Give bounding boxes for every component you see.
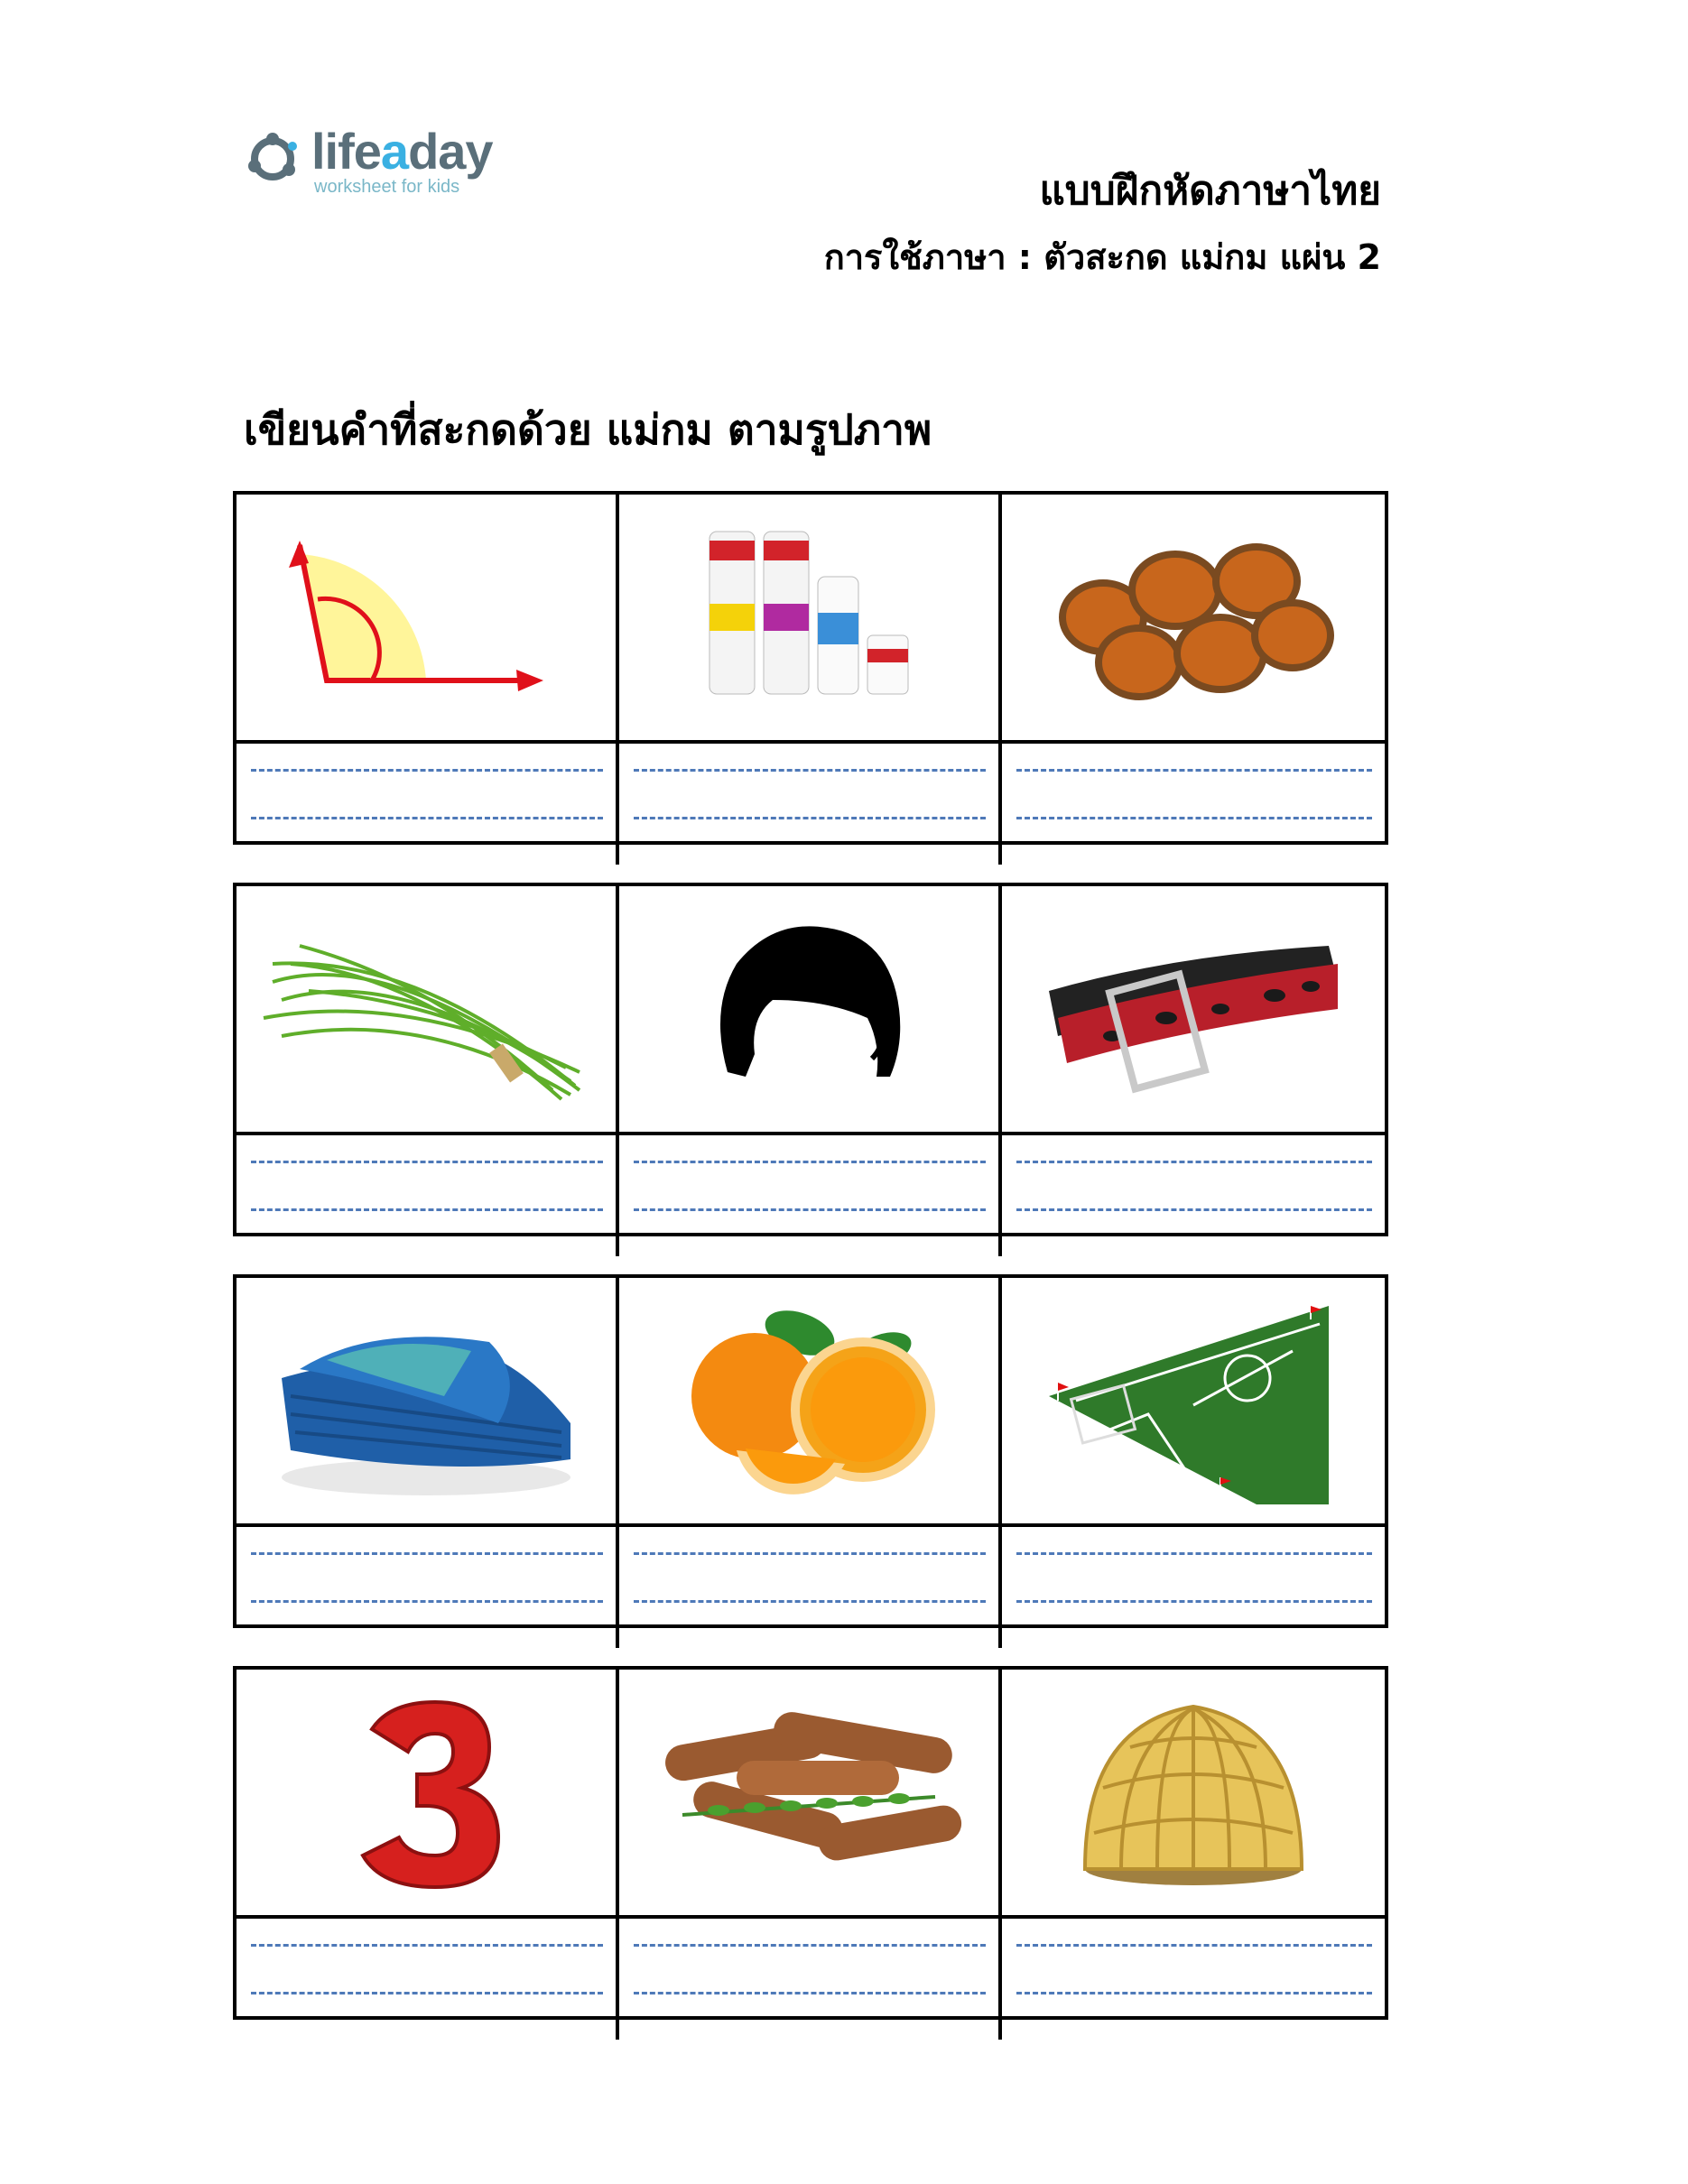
logo-tagline: worksheet for kids — [314, 177, 460, 197]
writing-area[interactable] — [619, 1919, 1002, 2040]
writing-line — [1016, 769, 1372, 772]
writing-line — [1016, 1208, 1372, 1211]
writing-area[interactable] — [237, 1135, 619, 1256]
writing-line — [1016, 1600, 1372, 1603]
writing-area[interactable] — [1002, 744, 1385, 865]
writing-area[interactable] — [619, 1527, 1002, 1648]
writing-line — [634, 1600, 986, 1603]
writing-line — [634, 1944, 986, 1947]
writing-line — [251, 1944, 603, 1947]
writing-line — [634, 1552, 986, 1555]
tamarind-pods-icon — [637, 1689, 980, 1896]
writing-line — [251, 1992, 603, 1994]
writing-line — [251, 1600, 603, 1603]
picture-cell — [1002, 1278, 1385, 1527]
picture-cell — [1002, 886, 1385, 1135]
leopard-belt-icon — [1040, 910, 1347, 1108]
molecule-logo-icon — [237, 123, 318, 204]
writing-line — [634, 817, 986, 819]
writing-area[interactable] — [619, 744, 1002, 865]
logo-name: lifeaday — [311, 123, 493, 180]
writing-area[interactable] — [237, 1527, 619, 1648]
writing-line — [1016, 817, 1372, 819]
writing-area[interactable] — [237, 1919, 619, 2040]
picture-cell — [237, 1278, 619, 1527]
picture-cell — [237, 1670, 619, 1919]
writing-area[interactable] — [1002, 1919, 1385, 2040]
exercise-row-4 — [233, 1666, 1388, 2020]
worksheet-title: แบบฝึกหัดภาษาไทย — [1039, 168, 1381, 214]
instruction-text: เขียนคำที่สะกดด้วย แม่กม ตามรูปภาพ — [244, 405, 932, 454]
writing-line — [634, 1161, 986, 1163]
writing-line — [1016, 1552, 1372, 1555]
writing-area[interactable] — [1002, 1527, 1385, 1648]
football-field-icon — [1040, 1297, 1347, 1504]
red-number-three-icon — [336, 1693, 516, 1892]
writing-line — [634, 769, 986, 772]
writing-line — [1016, 1161, 1372, 1163]
picture-cell — [619, 1670, 1002, 1919]
writing-area[interactable] — [619, 1135, 1002, 1256]
picture-cell — [237, 495, 619, 744]
writing-line — [1016, 1944, 1372, 1947]
writing-line — [251, 1161, 603, 1163]
inhaler-bottles-icon — [673, 514, 944, 721]
writing-area[interactable] — [1002, 1135, 1385, 1256]
hair-silhouette-icon — [700, 910, 917, 1108]
picture-cell — [1002, 495, 1385, 744]
writing-line — [251, 1552, 603, 1555]
writing-line — [251, 1208, 603, 1211]
long-beans-bundle-icon — [255, 910, 598, 1108]
writing-area[interactable] — [237, 744, 619, 865]
picture-cell — [237, 886, 619, 1135]
picture-cell — [619, 886, 1002, 1135]
exercise-row-3 — [233, 1274, 1388, 1628]
dried-bael-slices-icon — [1040, 518, 1347, 717]
writing-line — [251, 817, 603, 819]
exercise-row-2 — [233, 883, 1388, 1236]
picture-cell — [1002, 1670, 1385, 1919]
picture-cell — [619, 1278, 1002, 1527]
orange-fruit-icon — [664, 1297, 953, 1504]
writing-line — [634, 1208, 986, 1211]
folded-blue-blanket-icon — [264, 1297, 589, 1504]
bamboo-chicken-cage-icon — [1076, 1689, 1311, 1896]
exercise-row-1 — [233, 491, 1388, 845]
writing-line — [634, 1992, 986, 1994]
writing-line — [251, 769, 603, 772]
angle-diagram-icon — [273, 518, 580, 717]
writing-line — [1016, 1992, 1372, 1994]
worksheet-subtitle: การใช้ภาษา : ตัวสะกด แม่กม แผ่น 2 — [823, 237, 1381, 277]
picture-cell — [619, 495, 1002, 744]
